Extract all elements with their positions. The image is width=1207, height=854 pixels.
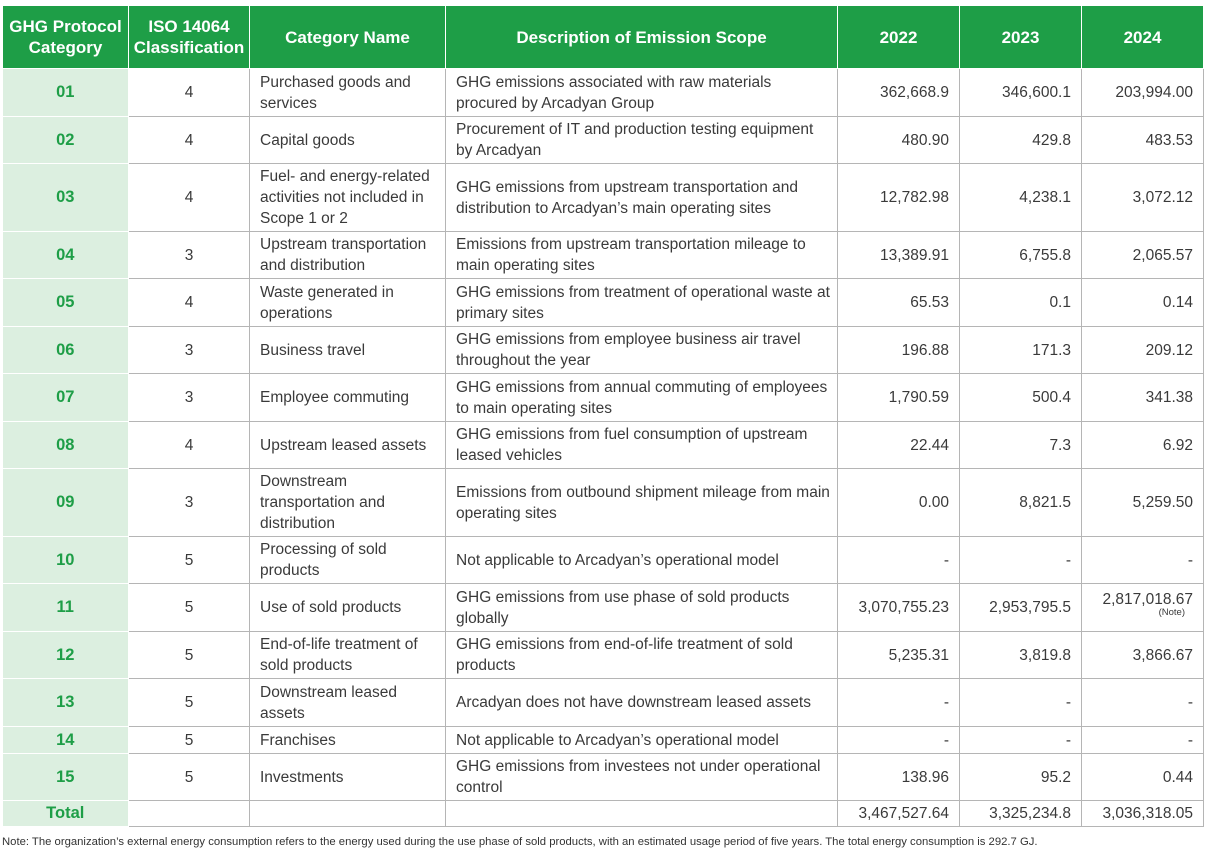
header-ghg-category: GHG Protocol Category	[3, 6, 129, 69]
table-row	[3, 727, 1204, 754]
emissions-table-container	[2, 5, 1203, 827]
value-2024: 0.44	[1082, 754, 1204, 801]
value-2022: 22.44	[838, 422, 960, 469]
iso-classification: 4	[129, 69, 250, 117]
footnote: Note: The organization’s external energy consumption refers to the energy used during the use phase of sold products, with an estimated usage period of five years. The total energy consumption is 292.7 GJ.	[2, 836, 1038, 848]
value-2024: 2,065.57	[1082, 232, 1204, 279]
header-description: Description of Emission Scope	[446, 6, 838, 69]
value-2023: -	[960, 537, 1082, 584]
value-2022: 12,782.98	[838, 164, 960, 232]
note-reference-mark: (Note)	[1158, 607, 1185, 618]
emission-scope-description: Emissions from outbound shipment mileage from main operating sites	[446, 469, 838, 537]
table-row	[3, 754, 1204, 801]
value-2024: 341.38	[1082, 374, 1204, 422]
value-2024: 6.92	[1082, 422, 1204, 469]
table-row	[3, 537, 1204, 584]
value-2024: 0.14	[1082, 279, 1204, 327]
value-2023: 429.8	[960, 117, 1082, 164]
table-row	[3, 679, 1204, 727]
table-row	[3, 584, 1204, 632]
category-name: Downstream transportation and distribution	[250, 469, 446, 537]
table-row	[3, 69, 1204, 117]
category-number: 02	[3, 117, 129, 164]
iso-classification: 5	[129, 727, 250, 754]
iso-classification: 4	[129, 117, 250, 164]
value-2023: 95.2	[960, 754, 1082, 801]
category-number: 09	[3, 469, 129, 537]
value-2022: 13,389.91	[838, 232, 960, 279]
category-name: Franchises	[250, 727, 446, 754]
table-row	[3, 374, 1204, 422]
category-number: 14	[3, 727, 129, 754]
category-number: 08	[3, 422, 129, 469]
iso-classification: 5	[129, 584, 250, 632]
value-2024: -	[1082, 727, 1204, 754]
value-2022: 1,790.59	[838, 374, 960, 422]
value-2023: 2,953,795.5	[960, 584, 1082, 632]
value-2023: 4,238.1	[960, 164, 1082, 232]
value-2022: 5,235.31	[838, 632, 960, 679]
value-2023: -	[960, 679, 1082, 727]
emission-scope-description: Not applicable to Arcadyan’s operational model	[446, 727, 838, 754]
value-2024: -	[1082, 679, 1204, 727]
value-2023: 346,600.1	[960, 69, 1082, 117]
iso-classification: 4	[129, 279, 250, 327]
emission-scope-description: Not applicable to Arcadyan’s operational model	[446, 537, 838, 584]
table-row	[3, 117, 1204, 164]
category-name: Upstream leased assets	[250, 422, 446, 469]
total-empty-cell	[446, 801, 838, 827]
value-2023: 0.1	[960, 279, 1082, 327]
category-number: 10	[3, 537, 129, 584]
category-name: Investments	[250, 754, 446, 801]
value-2023: 8,821.5	[960, 469, 1082, 537]
emission-scope-description: GHG emissions associated with raw materials procured by Arcadyan Group	[446, 69, 838, 117]
category-number: 13	[3, 679, 129, 727]
value-2022: 196.88	[838, 327, 960, 374]
category-name: Business travel	[250, 327, 446, 374]
value-2024: 3,072.12	[1082, 164, 1204, 232]
emission-scope-description: GHG emissions from end-of-life treatment of sold products	[446, 632, 838, 679]
header-iso-classification: ISO 14064 Classification	[129, 6, 250, 69]
category-name: Downstream leased assets	[250, 679, 446, 727]
value-2022: -	[838, 679, 960, 727]
total-label: Total	[3, 801, 129, 827]
value-2022: 138.96	[838, 754, 960, 801]
value-2023: 6,755.8	[960, 232, 1082, 279]
value-2024: 483.53	[1082, 117, 1204, 164]
value-2024	[1082, 584, 1204, 632]
category-number: 05	[3, 279, 129, 327]
value-2024: 203,994.00	[1082, 69, 1204, 117]
header-year-2023: 2023	[960, 6, 1082, 69]
value-2022: 3,070,755.23	[838, 584, 960, 632]
value-2024: 209.12	[1082, 327, 1204, 374]
header-row	[3, 6, 1204, 69]
value-2023: 3,819.8	[960, 632, 1082, 679]
header-year-2024: 2024	[1082, 6, 1204, 69]
value-2022: 65.53	[838, 279, 960, 327]
category-number: 15	[3, 754, 129, 801]
iso-classification: 3	[129, 327, 250, 374]
value-2023: -	[960, 727, 1082, 754]
category-name: Processing of sold products	[250, 537, 446, 584]
category-number: 06	[3, 327, 129, 374]
value-2023: 171.3	[960, 327, 1082, 374]
emission-scope-description: GHG emissions from employee business air travel throughout the year	[446, 327, 838, 374]
emission-scope-description: Emissions from upstream transportation mileage to main operating sites	[446, 232, 838, 279]
value-2023: 500.4	[960, 374, 1082, 422]
iso-classification: 5	[129, 679, 250, 727]
header-year-2022: 2022	[838, 6, 960, 69]
table-row	[3, 232, 1204, 279]
iso-classification: 5	[129, 632, 250, 679]
emission-scope-description: Arcadyan does not have downstream leased assets	[446, 679, 838, 727]
emission-scope-description: Procurement of IT and production testing equipment by Arcadyan	[446, 117, 838, 164]
category-name: Purchased goods and services	[250, 69, 446, 117]
value-2022: -	[838, 727, 960, 754]
table-row	[3, 327, 1204, 374]
iso-classification: 5	[129, 537, 250, 584]
category-number: 12	[3, 632, 129, 679]
category-number: 03	[3, 164, 129, 232]
value-2022: -	[838, 537, 960, 584]
total-empty-cell	[250, 801, 446, 827]
value-2024: -	[1082, 537, 1204, 584]
total-2023: 3,325,234.8	[960, 801, 1082, 827]
iso-classification: 5	[129, 754, 250, 801]
category-number: 07	[3, 374, 129, 422]
value-2022: 480.90	[838, 117, 960, 164]
value-2024-amount: 2,817,018.67	[1102, 591, 1193, 608]
total-2022: 3,467,527.64	[838, 801, 960, 827]
value-2023: 7.3	[960, 422, 1082, 469]
category-number: 01	[3, 69, 129, 117]
header-category-name: Category Name	[250, 6, 446, 69]
table-body	[3, 69, 1204, 801]
table-row	[3, 164, 1204, 232]
category-number: 04	[3, 232, 129, 279]
emission-scope-description: GHG emissions from fuel consumption of upstream leased vehicles	[446, 422, 838, 469]
iso-classification: 4	[129, 422, 250, 469]
table-row	[3, 279, 1204, 327]
scope3-emissions-table	[2, 5, 1204, 827]
emission-scope-description: GHG emissions from investees not under operational control	[446, 754, 838, 801]
emission-scope-description: GHG emissions from upstream transportation and distribution to Arcadyan’s main operating sites	[446, 164, 838, 232]
table-row	[3, 469, 1204, 537]
emission-scope-description: GHG emissions from annual commuting of employees to main operating sites	[446, 374, 838, 422]
category-name: Waste generated in operations	[250, 279, 446, 327]
iso-classification: 4	[129, 164, 250, 232]
iso-classification: 3	[129, 232, 250, 279]
category-name: Upstream transportation and distribution	[250, 232, 446, 279]
total-row	[3, 801, 1204, 827]
emission-scope-description: GHG emissions from use phase of sold products globally	[446, 584, 838, 632]
category-name: Capital goods	[250, 117, 446, 164]
value-2024: 3,866.67	[1082, 632, 1204, 679]
value-2022: 362,668.9	[838, 69, 960, 117]
table-row	[3, 632, 1204, 679]
emission-scope-description: GHG emissions from treatment of operational waste at primary sites	[446, 279, 838, 327]
value-2024: 5,259.50	[1082, 469, 1204, 537]
category-name: Fuel- and energy-related activities not included in Scope 1 or 2	[250, 164, 446, 232]
total-empty-cell	[129, 801, 250, 827]
category-number: 11	[3, 584, 129, 632]
category-name: Use of sold products	[250, 584, 446, 632]
category-name: Employee commuting	[250, 374, 446, 422]
total-2024: 3,036,318.05	[1082, 801, 1204, 827]
iso-classification: 3	[129, 469, 250, 537]
iso-classification: 3	[129, 374, 250, 422]
table-row	[3, 422, 1204, 469]
value-2022: 0.00	[838, 469, 960, 537]
category-name: End-of-life treatment of sold products	[250, 632, 446, 679]
